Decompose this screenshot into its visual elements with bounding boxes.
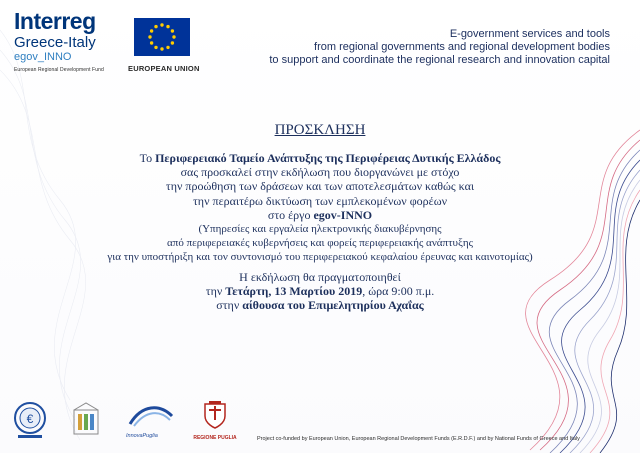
program-region: Greece-Italy: [14, 34, 96, 51]
project-description-el: (Υπηρεσίες και εργαλεία ηλεκτρονικής διακυβέρνησης: [198, 223, 442, 236]
organizer-name: Περιφερειακό Ταμείο Ανάπτυξης της Περιφέρειας Δυτικής Ελλάδος: [155, 151, 501, 165]
project-description: [230, 28, 610, 67]
project-code: egov_INNO: [14, 51, 72, 63]
invitation-line: την προώθηση των δράσεων και των αποτελεσμάτων καθώς και: [165, 179, 475, 194]
partner-logos: [12, 400, 242, 444]
event-line: Η εκδήλωση θα πραγματοποιηθεί: [239, 270, 401, 285]
invitation-line-project: [40, 208, 600, 222]
puglia-coat-of-arms-icon: [203, 400, 227, 430]
project-description-line: from regional governments and regional development bodies: [314, 41, 610, 53]
project-description-el: από περιφερειακές κυβερνήσεις και φορείς περιφερειακής ανάπτυξης: [167, 237, 473, 250]
event-time: , ώρα 9:00 π.μ.: [362, 284, 435, 299]
eu-label: EUROPEAN UNION: [128, 64, 200, 73]
project-name: egov-INNO: [313, 207, 373, 222]
fund-name: European Regional Development Fund: [14, 67, 104, 73]
project-description-el: για την υποστήριξη και τον συντονισμό του περιφερειακού κεφαλαίου έρευνας και καινοτομίας): [107, 251, 533, 264]
regione-puglia-label: REGIONE PUGLIA: [193, 435, 237, 441]
cofunding-notice: Project co-funded by European Union, European Regional Development Funds (E.R.D.F.) and by National Funds of Greece and Italy: [257, 436, 580, 442]
event-venue-line: [40, 298, 600, 312]
regione-puglia-logo: [192, 400, 238, 441]
innovapuglia-logo: [126, 400, 176, 439]
project-description-line: E-government services and tools: [449, 28, 610, 40]
eu-flag-icon: [134, 18, 190, 56]
invitation-line: σας προσκαλεί στην εκδήλωση που διοργανώνει με στόχο: [180, 165, 460, 180]
interreg-logo: [14, 10, 126, 73]
text-fragment: την: [205, 284, 226, 299]
svg-text:€: €: [26, 412, 34, 426]
partner-building-logo-icon: [68, 400, 104, 442]
text-fragment: στο έργο: [267, 207, 314, 222]
invitation-line: την περαιτέρω δικτύωση των εμπλεκομένων φορέων: [192, 193, 448, 208]
program-name: Interreg: [14, 8, 96, 34]
invitation-title: ΠΡΟΣΚΛΗΣΗ: [274, 122, 366, 138]
invitation-body: [40, 122, 600, 313]
invitation-line-organizer: [40, 151, 600, 165]
innovapuglia-swoosh-icon: [126, 400, 176, 430]
event-date-line: [40, 284, 600, 298]
event-venue: αίθουσα του Επιμελητηρίου Αχαΐας: [242, 298, 424, 313]
chamber-euro-logo-icon: [12, 400, 48, 442]
project-description-line: to support and coordinate the regional research and innovation capital: [269, 54, 610, 66]
event-date: Τετάρτη, 13 Μαρτίου 2019: [225, 284, 363, 299]
innovapuglia-label: InnovaPuglia: [126, 433, 158, 439]
text-fragment: Το: [139, 151, 156, 165]
text-fragment: στην: [216, 298, 243, 313]
